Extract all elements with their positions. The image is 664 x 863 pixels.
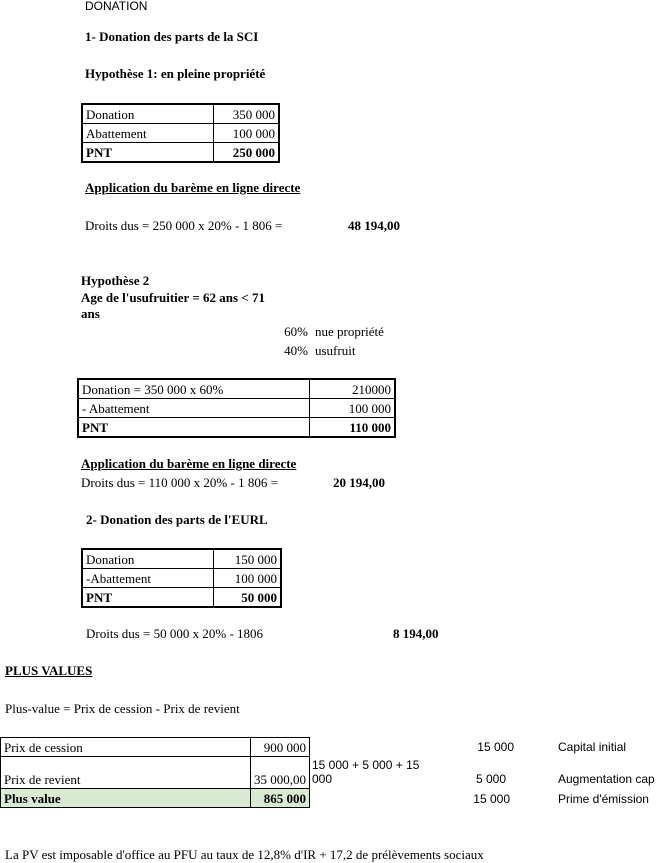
cell-value: 210000 <box>310 379 396 399</box>
hyp1-title: Hypothèse 1: en pleine propriété <box>85 66 266 81</box>
table-row <box>1 789 310 808</box>
cell-label: PNT <box>78 418 310 438</box>
table-row <box>82 124 279 143</box>
hyp2-age-line2: ans <box>81 306 100 321</box>
split-pct: 60% <box>284 324 308 339</box>
cell-label: - Abattement <box>78 399 310 418</box>
cell-value: 350 000 <box>214 104 280 124</box>
split-label: nue propriété <box>315 324 384 339</box>
bareme1-result: 48 194,00 <box>348 218 400 233</box>
table-row <box>82 143 279 163</box>
pv-footer-note: La PV est imposable d'office au PFU au taux de 12,8% d'IR + 17,2 de prélèvements sociaux <box>5 847 484 862</box>
side-label: Prime d'émission <box>558 792 649 806</box>
side-label: Augmentation cap <box>558 772 655 786</box>
cell-value: 900 000 <box>251 738 310 757</box>
side-label: Capital initial <box>558 740 627 754</box>
cell-value: 100 000 <box>214 124 280 143</box>
table-plus-value <box>0 737 310 808</box>
table-row <box>82 588 281 608</box>
sum-expression-line1: 15 000 + 5 000 + 15 <box>312 758 420 772</box>
table-hyp1 <box>81 103 280 163</box>
cell-value: 100 000 <box>310 399 396 418</box>
table-eurl <box>81 548 282 608</box>
plus-values-title: PLUS VALUES <box>5 663 93 678</box>
bareme1-title: Application du barème en ligne directe <box>85 180 301 195</box>
cell-value: 150 000 <box>214 549 282 569</box>
eurl-formula: Droits dus = 50 000 x 20% - 1806 <box>86 626 264 641</box>
cell-label: PNT <box>82 588 214 608</box>
table-row <box>82 549 281 569</box>
table-row <box>82 104 279 124</box>
section2-title: 2- Donation des parts de l'EURL <box>86 512 268 527</box>
table-row <box>78 418 395 438</box>
sum-expression-line2: 000 <box>312 772 333 786</box>
bareme2-title: Application du barème en ligne directe <box>81 456 297 471</box>
side-amount: 5 000 <box>475 772 506 786</box>
eurl-result: 8 194,00 <box>393 626 439 641</box>
table-row <box>78 379 395 399</box>
cell-label: Plus value <box>1 789 251 808</box>
cell-value: 865 000 <box>251 789 310 808</box>
table-row <box>1 757 310 789</box>
cell-label: Donation <box>82 104 214 124</box>
cell-value: 110 000 <box>310 418 396 438</box>
cell-value: 50 000 <box>214 588 282 608</box>
hyp2-age-line1: Age de l'usufruitier = 62 ans < 71 <box>81 290 265 305</box>
plus-value-formula: Plus-value = Prix de cession - Prix de revient <box>5 701 240 716</box>
cell-value: 100 000 <box>214 569 282 588</box>
bareme2-result: 20 194,00 <box>333 475 385 490</box>
table-row <box>78 399 395 418</box>
side-amount: 15 000 <box>477 740 514 754</box>
table-row <box>1 738 310 757</box>
cell-label: Donation <box>82 549 214 569</box>
cell-label: Prix de revient <box>1 757 251 789</box>
bareme1-formula: Droits dus = 250 000 x 20% - 1 806 = <box>85 218 283 233</box>
cell-value: 250 000 <box>214 143 280 163</box>
cell-label: Donation = 350 000 x 60% <box>78 379 310 399</box>
table-hyp2 <box>77 378 396 438</box>
section1-title: 1- Donation des parts de la SCI <box>85 29 259 44</box>
cell-label: Abattement <box>82 124 214 143</box>
cell-label: Prix de cession <box>1 738 251 757</box>
split-label: usufruit <box>315 343 356 358</box>
cell-label: -Abattement <box>82 569 214 588</box>
cell-label: PNT <box>82 143 214 163</box>
hyp2-title: Hypothèse 2 <box>81 273 150 288</box>
bareme2-formula: Droits dus = 110 000 x 20% - 1 806 = <box>81 475 278 490</box>
side-amount: 15 000 <box>473 792 510 806</box>
split-pct: 40% <box>284 343 308 358</box>
table-row <box>82 569 281 588</box>
cell-value: 35 000,00 <box>251 757 310 789</box>
doc-title: DONATION <box>85 0 148 13</box>
